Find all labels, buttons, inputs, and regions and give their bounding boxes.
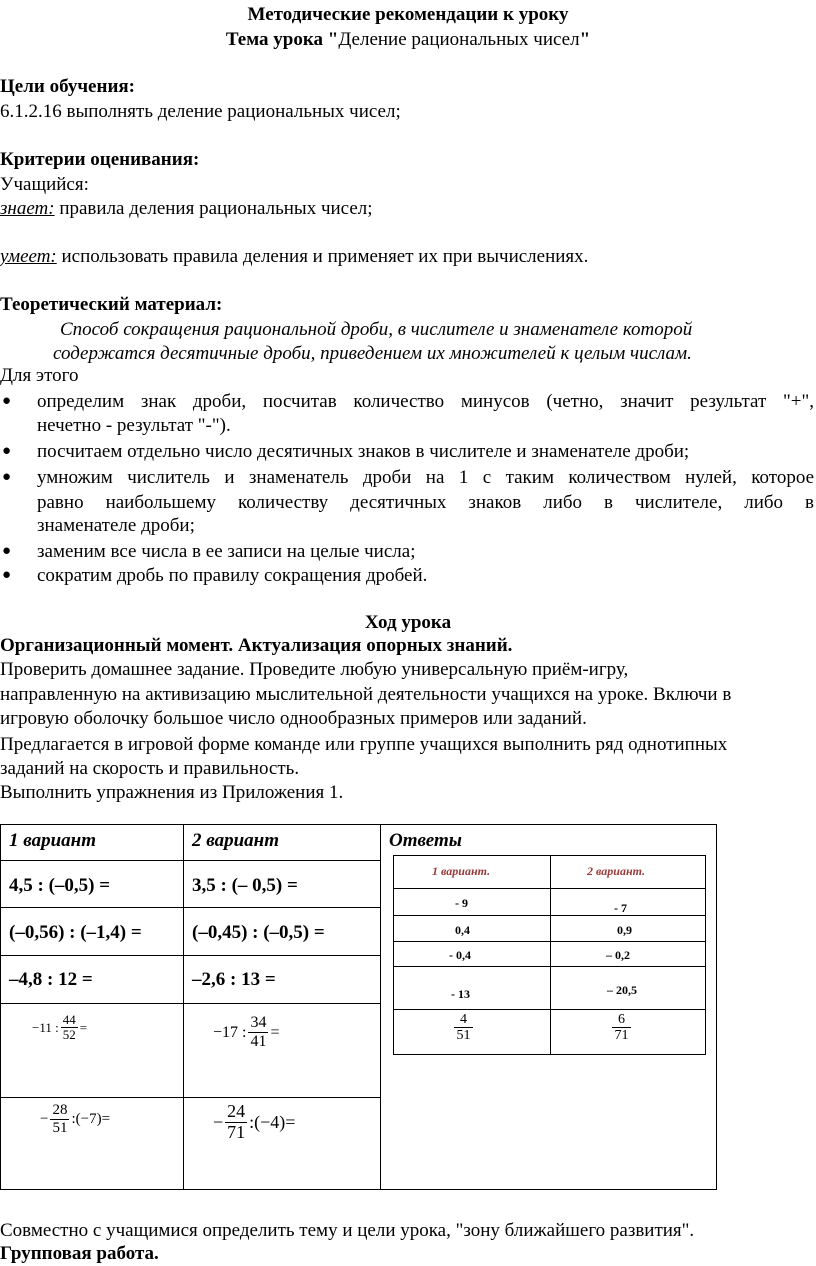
method-line-1: Способ сокращения рациональной дроби, в числителе и знаменателе которой (60, 319, 693, 340)
numerator: 6 (612, 1012, 631, 1028)
denominator: 51 (456, 1028, 471, 1044)
bullet-4: заменим все числа в ее записи на целые числа; (37, 541, 416, 562)
fraction-expression (32, 1013, 87, 1043)
lesson-p1-line-1: Проверить домашнее задание. Проведите любую универсальную приём-игру, (0, 659, 629, 680)
table-cell: –4,8 : 12 = (9, 969, 93, 990)
answer-cell: - 0,4 (449, 948, 471, 962)
topic-label: Тема урока " (225, 29, 339, 50)
numerator: 28 (52, 1102, 68, 1118)
expr-suffix: = (270, 1023, 280, 1041)
lesson-p2-line-1: Предлагается в игровой форме команде или группе учащихся выполнить ряд однотипных (0, 734, 728, 755)
bullet-icon: ● (2, 543, 12, 559)
topic-name: Деление рациональных чисел (338, 29, 580, 50)
criteria-student: Учащийся: (0, 174, 89, 195)
fraction-expression (40, 1102, 110, 1136)
bullet-icon: ● (2, 469, 12, 485)
footer-heading: Групповая работа. (0, 1243, 159, 1264)
table-cell: (–0,56) : (–1,4) = (9, 922, 142, 943)
answer-fraction (452, 1012, 475, 1044)
answer-cell: – 20,5 (607, 983, 637, 997)
lesson-subheading: Организационный момент. Актуализация опорных знаний. (0, 635, 513, 656)
answer-cell: – 0,2 (606, 948, 630, 962)
lesson-heading: Ход урока (364, 612, 452, 633)
answer-fraction (610, 1012, 633, 1044)
table-header-variant-2: 2 вариант (192, 830, 280, 851)
expr-suffix: :(−4)= (249, 1111, 296, 1132)
lesson-p1-line-2: направленную на активизацию мыслительной деятельности учащихся на уроке. Включи в (0, 684, 732, 705)
theory-heading: Теоретический материал: (0, 294, 223, 315)
can-label: умеет: (0, 246, 57, 267)
denominator: 71 (227, 1121, 246, 1142)
numerator: 34 (250, 1014, 267, 1031)
can-text: использовать правила деления и применяет их при вычислениях. (56, 246, 589, 267)
table-cell: –2,6 : 13 = (192, 969, 276, 990)
denominator: 71 (614, 1028, 629, 1044)
bullet-5: сократим дробь по правилу сокращения дробей. (37, 565, 428, 586)
answer-cell: 0,9 (617, 923, 632, 937)
criteria-knows (0, 196, 373, 221)
answer-cell: - 13 (451, 987, 470, 1001)
criteria-heading: Критерии оценивания: (0, 149, 200, 170)
footer-paragraph: Совместно с учащимися определить тему и цели урока, "зону ближайшего развития". (0, 1220, 695, 1241)
denominator: 41 (250, 1032, 267, 1050)
theory-intro: Для этого (0, 365, 79, 386)
denominator: 52 (62, 1027, 76, 1043)
topic-close: " (579, 29, 591, 50)
bullet-icon: ● (2, 567, 12, 583)
bullet-icon: ● (2, 393, 12, 409)
expr-prefix: − (213, 1111, 224, 1132)
lesson-topic (0, 27, 816, 52)
bullet-3-line-2: равно наибольшему количеству десятичных знаков либо в числителе, либо в (37, 492, 814, 513)
expr-suffix: :(−7)= (71, 1110, 111, 1127)
criteria-can (0, 244, 588, 269)
numerator: 4 (454, 1012, 473, 1028)
numerator: 44 (62, 1012, 76, 1027)
expr-prefix: −17 : (213, 1023, 247, 1041)
bullet-1-line-2: нечетно - результат "-"). (37, 415, 231, 436)
answer-cell: - 7 (614, 901, 627, 915)
bullet-icon: ● (2, 443, 12, 459)
answer-cell: 0,4 (455, 923, 470, 937)
bullet-2: посчитаем отдельно число десятичных знаков в числителе и знаменателе дроби; (37, 441, 690, 462)
table-cell: 4,5 : (–0,5) = (9, 875, 111, 896)
answer-cell: - 9 (455, 896, 468, 910)
table-cell: 3,5 : (– 0,5) = (192, 875, 298, 896)
answers-header-variant-2: 2 вариант. (587, 864, 646, 878)
fraction-expression (213, 1014, 280, 1050)
bullet-3-line-1: умножим числитель и знаменатель дроби на 1 с таким количеством нулей, которое (37, 467, 814, 488)
knows-label: знает: (0, 198, 55, 219)
expr-prefix: − (40, 1110, 49, 1127)
lesson-p2-line-2: заданий на скорость и правильность. (0, 758, 300, 779)
method-line-2: содержатся десятичные дроби, приведением их множителей к целым числам. (53, 343, 692, 364)
answers-header-variant-1: 1 вариант. (432, 864, 491, 878)
expr-suffix: = (79, 1020, 88, 1036)
lesson-p1-line-3: игровую оболочку большое число однообразных примеров или заданий. (0, 708, 587, 729)
knows-text: правила деления рациональных чисел; (54, 198, 373, 219)
bullet-3-line-3: знаменателе дроби; (37, 515, 195, 536)
lesson-p3: Выполнить упражнения из Приложения 1. (0, 782, 344, 803)
expr-prefix: −11 : (32, 1020, 59, 1036)
table-header-answers: Ответы (389, 830, 462, 851)
goals-item: 6.1.2.16 выполнять деление рациональных чисел; (0, 101, 401, 122)
numerator: 24 (227, 1101, 246, 1121)
denominator: 51 (52, 1119, 68, 1136)
table-cell: (–0,45) : (–0,5) = (192, 922, 325, 943)
bullet-1-line-1: определим знак дроби, посчитав количество минусов (четно, значит результат "+", (37, 391, 814, 412)
goals-heading: Цели обучения: (0, 76, 135, 97)
fraction-expression (213, 1102, 295, 1143)
table-header-variant-1: 1 вариант (9, 830, 97, 851)
document-title: Методические рекомендации к уроку (247, 4, 569, 25)
